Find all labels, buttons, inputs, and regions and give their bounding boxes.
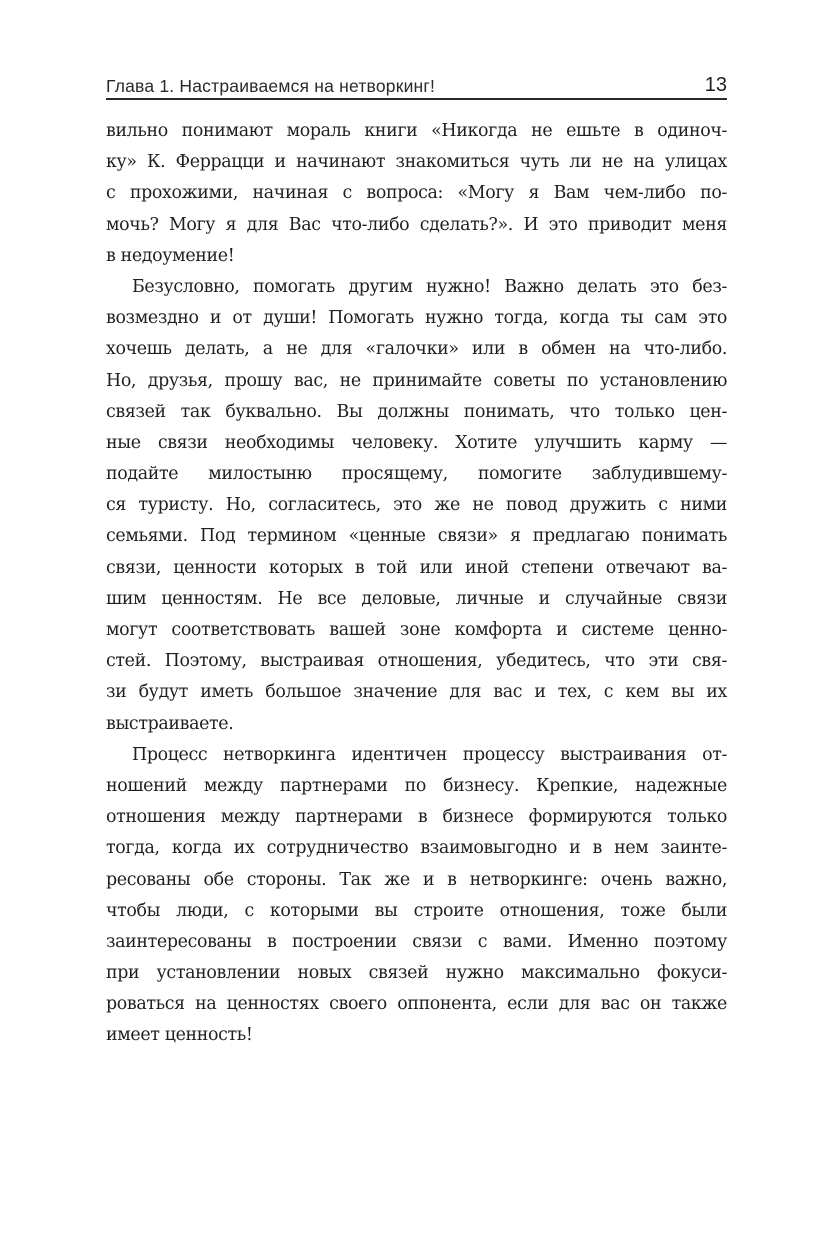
text-line: Безусловно, помогать другим нужно! Важно делать это без- — [132, 276, 727, 297]
text-line: роваться на ценностях своего оппонента, если для вас он также — [106, 994, 727, 1015]
text-line: заинтересованы в построении связи с вами. Именно поэтому — [106, 931, 727, 952]
text-line: хочешь делать, а не для «галочки» или в обмен на что-либо. — [106, 339, 727, 360]
text-line: семьями. Под термином «ценные связи» я предлагаю понимать — [106, 526, 727, 547]
text-line: шим ценностям. Не все деловые, личные и случайные связи — [106, 588, 727, 609]
text-line: подайте милостыню просящему, помогите заблудившему- — [106, 464, 727, 485]
text-line: тогда, когда их сотрудничество взаимовыгодно и в нем заинте- — [106, 838, 727, 859]
chapter-title: Глава 1. Настраиваемся на нетворкинг! — [106, 76, 436, 96]
text-line: возмездно и от души! Помогать нужно тогда, когда ты сам это — [106, 308, 727, 329]
text-line: с прохожими, начиная с вопроса: «Могу я Вам чем-либо по- — [106, 183, 727, 204]
text-body — [106, 116, 727, 1052]
page-number: 13 — [704, 74, 727, 96]
text-line: Но, друзья, прошу вас, не принимайте советы по установлению — [106, 370, 727, 391]
text-line: отношения между партнерами в бизнесе формируются только — [106, 807, 727, 828]
text-line: могут соответствовать вашей зоне комфорта и системе ценно- — [106, 620, 727, 640]
text-line: ношений между партнерами по бизнесу. Крепкие, надежные — [106, 775, 727, 796]
paragraph-3 — [106, 740, 727, 1052]
text-line: вильно понимают мораль книги «Никогда не ешьте в одиноч- — [106, 121, 727, 141]
text-line: в недоумение! — [106, 245, 235, 266]
running-head — [106, 74, 727, 98]
text-line: зи будут иметь большое значение для вас и тех, с кем вы их — [106, 682, 727, 703]
text-line: мочь? Могу я для Вас что-либо сделать?». И это приводит меня — [106, 214, 727, 235]
header-rule — [106, 98, 727, 100]
text-line: при установлении новых связей нужно максимально фокуси- — [106, 963, 727, 984]
text-line: имеет ценность! — [106, 1025, 253, 1046]
text-line: ные связи необходимы человеку. Хотите улучшить карму — — [106, 432, 727, 453]
text-line: стей. Поэтому, выстраивая отношения, убедитесь, что эти свя- — [106, 651, 727, 672]
text-line: ку» К. Феррацци и начинают знакомиться чуть ли не на улицах — [106, 152, 727, 173]
text-line: ся туристу. Но, согласитесь, это же не повод дружить с ними — [106, 495, 727, 516]
paragraph-1 — [106, 116, 727, 272]
text-line: Процесс нетворкинга идентичен процессу выстраивания от- — [132, 744, 727, 765]
text-line: выстраиваете. — [106, 713, 234, 734]
text-line: ресованы обе стороны. Так же и в нетворкинге: очень важно, — [106, 869, 727, 890]
text-line: чтобы люди, с которыми вы строите отношения, тоже были — [106, 900, 727, 921]
paragraph-2 — [106, 272, 727, 740]
text-line: связей так буквально. Вы должны понимать, что только цен- — [106, 401, 727, 422]
text-line: связи, ценности которых в той или иной степени отвечают ва- — [106, 557, 727, 578]
